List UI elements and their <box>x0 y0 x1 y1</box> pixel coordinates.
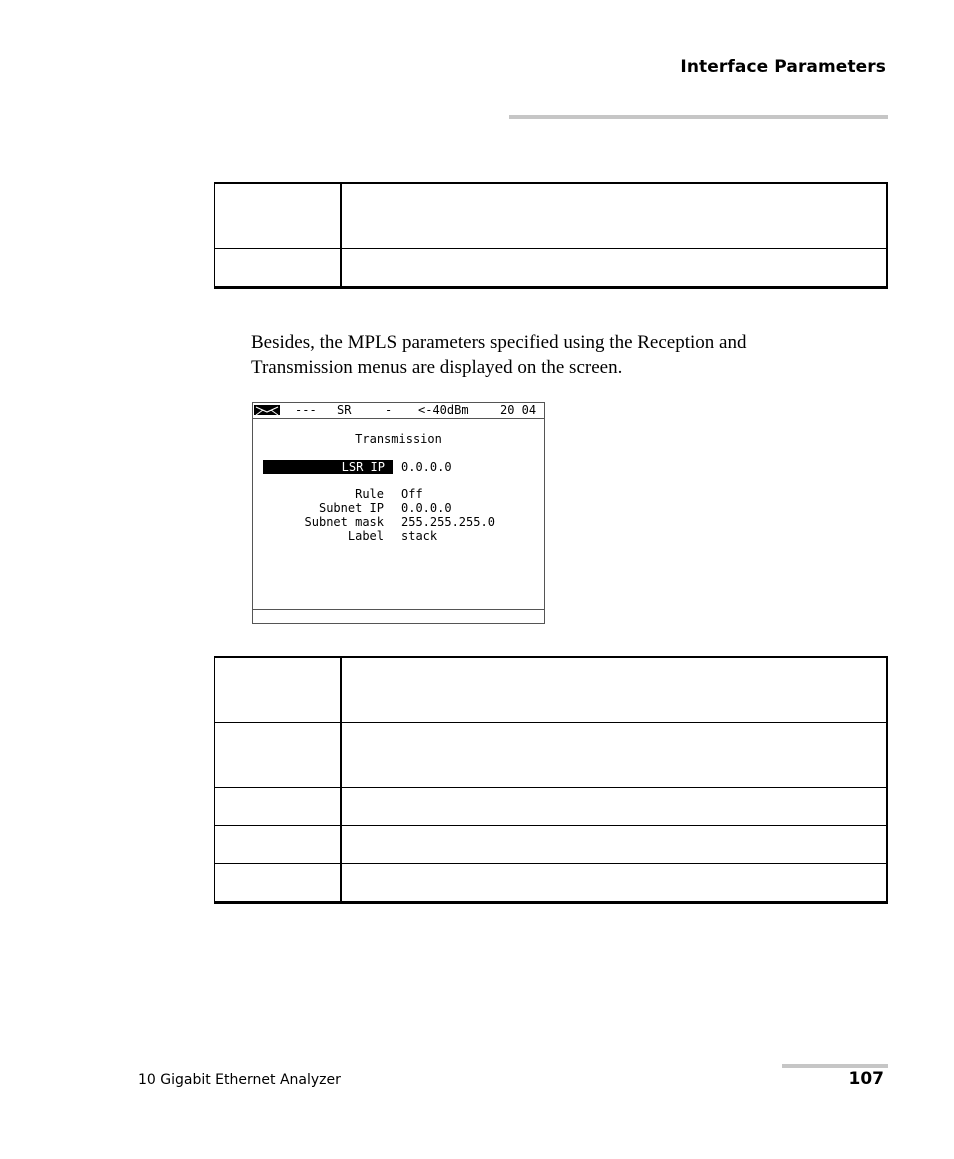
status-bar <box>253 403 544 419</box>
table-row <box>215 864 888 903</box>
table-cell <box>341 864 887 903</box>
table-cell <box>215 826 342 864</box>
subnet-ip-value: 0.0.0.0 <box>401 501 452 515</box>
rule-value: Off <box>401 487 423 501</box>
table-cell <box>341 826 887 864</box>
status-time: 20 04 <box>500 403 537 417</box>
paragraph-line: Transmission menus are displayed on the screen. <box>251 357 623 378</box>
table-cell <box>215 864 342 903</box>
table-cell <box>215 657 342 723</box>
table-cell <box>341 249 887 288</box>
lsr-ip-label: LSR IP <box>341 460 385 474</box>
table-row <box>215 788 888 826</box>
page-number: 107 <box>848 1069 884 1089</box>
table-cell <box>215 249 342 288</box>
rule-label: Rule <box>355 487 384 501</box>
lsr-ip-value: 0.0.0.0 <box>401 460 452 474</box>
table-row <box>215 826 888 864</box>
table-cell <box>341 657 887 723</box>
table-cell <box>341 723 887 788</box>
table-row <box>215 723 888 788</box>
label-stack-label: Label <box>347 529 384 543</box>
table-row <box>215 249 888 288</box>
footer-rule <box>782 1064 888 1068</box>
subnet-mask-label: Subnet mask <box>304 515 384 529</box>
device-screen <box>252 402 545 624</box>
page-header-title: Interface Parameters <box>680 57 886 77</box>
softkey-bar <box>253 609 544 610</box>
status-separator: - <box>385 403 393 417</box>
label-stack-value: stack <box>401 529 438 543</box>
status-mode: SR <box>337 403 352 417</box>
subnet-ip-label: Subnet IP <box>318 501 384 515</box>
envelope-icon <box>254 405 280 415</box>
header-rule <box>509 115 888 119</box>
table-cell <box>215 183 342 249</box>
table-row <box>215 183 888 249</box>
selected-field-label[interactable] <box>263 460 393 474</box>
screen-title: Transmission <box>355 432 442 446</box>
footer-product-name: 10 Gigabit Ethernet Analyzer <box>138 1072 341 1088</box>
table-cell <box>341 788 887 826</box>
parameter-table-bottom <box>214 656 888 904</box>
table-cell <box>341 183 887 249</box>
table-cell <box>215 788 342 826</box>
table-row <box>215 657 888 723</box>
status-power: <-40dBm <box>418 403 469 417</box>
parameter-table-top <box>214 182 888 289</box>
paragraph-line: Besides, the MPLS parameters specified using the Reception and <box>251 332 747 353</box>
status-dashes: --- <box>295 403 317 417</box>
subnet-mask-value: 255.255.255.0 <box>401 515 495 529</box>
table-cell <box>215 723 342 788</box>
body-paragraph <box>251 330 851 380</box>
